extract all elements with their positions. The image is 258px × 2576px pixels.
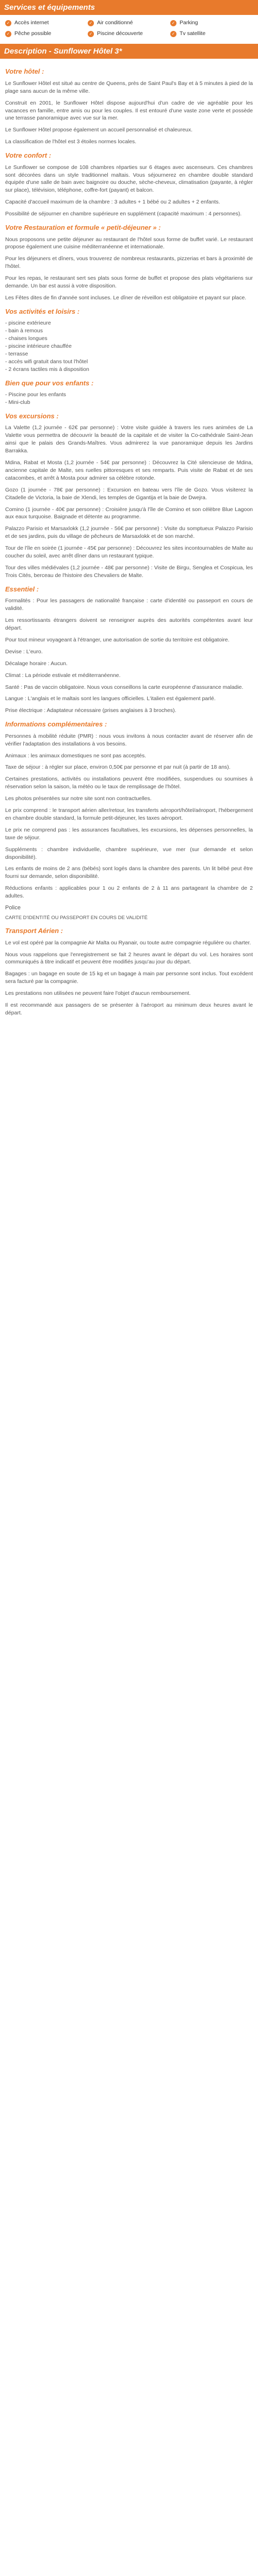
paragraph: Suppléments : chambre individuelle, chambre supérieure, vue mer (sur demande et selon disponibilité). bbox=[5, 846, 253, 860]
wifi-icon: ✓ bbox=[5, 20, 11, 26]
hotel-section bbox=[5, 67, 253, 146]
tv-icon: ✓ bbox=[170, 31, 176, 37]
section-title: Votre confort : bbox=[5, 151, 52, 160]
service-label: Piscine découverte bbox=[97, 30, 143, 37]
services-header: Services et équipements bbox=[0, 0, 258, 15]
service-label: Accès internet bbox=[14, 20, 49, 26]
paragraph: Capacité d'accueil maximum de la chambre : 3 adultes + 1 bébé ou 2 adultes + 2 enfants. bbox=[5, 199, 220, 206]
service-label: Pêche possible bbox=[14, 30, 52, 37]
paragraph: Le Sunflower Hôtel propose également un accueil personnalisé et chaleureux. bbox=[5, 127, 193, 133]
section-title: Essentiel : bbox=[5, 585, 39, 593]
services-block bbox=[0, 15, 258, 40]
paragraph: Santé : Pas de vaccin obligatoire. Nous vous conseillons la carte européenne d'assurance maladie. bbox=[5, 684, 244, 690]
paragraph: Certaines prestations, activités ou installations peuvent être modifiées, suspendues ou soumises à réservation selon la saison, la météo ou le taux de remplissage de l'hôtel. bbox=[5, 776, 253, 790]
activity-item: - piscine intérieure chauffée bbox=[5, 343, 72, 350]
paragraph: Pour les déjeuners et dîners, vous trouverez de nombreux restaurants, pizzerias et bars à proximité de l'hôtel. bbox=[5, 256, 253, 270]
paragraph: Construit en 2001, le Sunflower Hôtel dispose aujourd'hui d'un cadre de vie agréable pour les vacances en famille, entre amis ou pour les couples. Il est entouré d'une vaste zone verte et possède une terrasse panoramique avec vue sur la mer. bbox=[5, 99, 253, 122]
paragraph: Le prix ne comprend pas : les assurances facultatives, les excursions, les dépenses personnelles, la taxe de séjour. bbox=[5, 826, 253, 841]
service-item-parking bbox=[170, 19, 253, 27]
paragraph: Personnes à mobilité réduite (PMR) : nous vous invitons à nous contacter avant de réserver afin de vérifier l'adaptation des installations à vos besoins. bbox=[5, 733, 253, 747]
service-item-internet bbox=[5, 19, 88, 27]
police-title: Police bbox=[5, 905, 21, 911]
excursion: Palazzo Parisio et Marsaxlokk (1,2 journée - 56€ par personne) : Visite du somptueux Palazzo Parisio et de ses jardins, puis du village de pêcheurs de Marsaxlokk et de son marché. bbox=[5, 526, 253, 540]
section-title: Transport Aérien : bbox=[5, 927, 63, 935]
paragraph: Nous proposons une petite déjeuner au restaurant de l'hôtel sous forme de buffet varié. Le restaurant propose également une cuisine méditerranéenne et internationale. bbox=[5, 236, 253, 250]
paragraph: Devise : L'euro. bbox=[5, 648, 43, 655]
activity-item: - chaises longues bbox=[5, 335, 47, 342]
paragraph: Taxe de séjour : à régler sur place, environ 0,50€ par personne et par nuit (à partir de 18 ans). bbox=[5, 764, 231, 771]
section-title: Votre hôtel : bbox=[5, 67, 44, 76]
paragraph: Bagages : un bagage en soute de 15 kg et un bagage à main par personne sont inclus. Tout excédent sera facturé par la compagnie. bbox=[5, 971, 253, 985]
kids-item: - Piscine pour les enfants bbox=[5, 392, 66, 398]
paragraph: Prise électrique : Adaptateur nécessaire (prises anglaises à 3 broches). bbox=[5, 707, 176, 714]
police-section bbox=[5, 904, 253, 921]
service-label: Tv satellite bbox=[180, 30, 206, 37]
excursions-section bbox=[5, 412, 253, 580]
paragraph: Réductions enfants : applicables pour 1 ou 2 enfants de 2 à 11 ans partageant la chambre de 2 adultes. bbox=[5, 885, 253, 900]
paragraph: Les photos présentées sur notre site sont non contractuelles. bbox=[5, 795, 152, 802]
paragraph: Le prix comprend : le transport aérien aller/retour, les transferts aéroport/hôtel/aéroport, l'hébergement en chambre double standard, la formule petit-déjeuner, les taxes aéroport. bbox=[5, 807, 253, 821]
paragraph: Les prestations non utilisées ne peuvent faire l'objet d'aucun remboursement. bbox=[5, 990, 191, 997]
excursion: Tour de l'île en soirée (1 journée - 45€ par personne) : Découvrez les sites incontournables de Malte au coucher du soleil, avec arrêt dîner dans un restaurant typique. bbox=[5, 545, 253, 560]
excursion: Comino (1 journée - 40€ par personne) : Croisière jusqu'à l'île de Comino et son célèbre Blue Lagoon aux eaux turquoise. Baignade et détente au programme. bbox=[5, 506, 253, 520]
section-title: Vos activités et loisirs : bbox=[5, 307, 80, 315]
kids-item: - Mini-club bbox=[5, 399, 30, 406]
paragraph: Les enfants de moins de 2 ans (bébés) sont logés dans la chambre des parents. Un lit bébé peut être fourni sur demande, selon disponibilité. bbox=[5, 866, 253, 880]
essentiel-section bbox=[5, 585, 253, 715]
service-item-fishing bbox=[5, 30, 88, 38]
service-item-air-conditioning bbox=[88, 19, 170, 27]
paragraph: Le Sunflower Hôtel est situé au centre de Queens, près de Saint Paul's Bay et à 5 minutes à pied de la plage sans aucun de la même ville. bbox=[5, 80, 253, 94]
paragraph: Le Sunflower se compose de 108 chambres réparties sur 6 étages avec ascenseurs. Ces chambres sont décorées dans un style traditionnel maltais. Vous séjournerez en chambre double standard équipée d'une salle de bain avec baignoire ou douche, sèche-cheveux, climatisation (payante, à régler sur place), télévision, téléphone, coffre-fort (payant) et balcon. bbox=[5, 164, 253, 194]
paragraph: Formalités : Pour les passagers de nationalité française : carte d'identité ou passeport en cours de validité. bbox=[5, 598, 253, 612]
paragraph: Le vol est opéré par la compagnie Air Malta ou Ryanair, ou toute autre compagnie régulière ou charter. bbox=[5, 939, 251, 946]
informations-section bbox=[5, 720, 253, 900]
description-content bbox=[0, 59, 258, 1026]
services-grid bbox=[5, 19, 253, 38]
fish-icon: ✓ bbox=[5, 31, 11, 37]
excursion: Mdina, Rabat et Mosta (1,2 journée - 54€ par personne) : Découvrez la Cité silencieuse de Mdina, ancienne capitale de Malte, ses ruelles pittoresques et ses remparts. Puis visite de Rabat et de ses catacombes, et arrêt à Mosta pour admirer sa célèbre rotonde. bbox=[5, 460, 253, 481]
parking-icon: ✓ bbox=[170, 20, 176, 26]
paragraph: Nous vous rappelons que l'enregistrement se fait 2 heures avant le départ du vol. Les horaires sont communiqués à titre indicatif et peuvent être modifiés jusqu'au jour du départ. bbox=[5, 951, 253, 965]
excursion: Tour des villes médiévales (1,2 journée - 48€ par personne) : Visite de Birgu, Senglea et Cospicua, les Trois Cités, berceau de l'histoire des Chevaliers de Malte. bbox=[5, 565, 253, 579]
activity-item: - accès wifi gratuit dans tout l'hôtel bbox=[5, 358, 88, 365]
kids-section bbox=[5, 379, 253, 406]
paragraph: Les ressortissants étrangers doivent se renseigner auprès des autorités compétentes avant leur départ. bbox=[5, 617, 253, 631]
service-label: Air conditionné bbox=[97, 20, 133, 26]
paragraph: Décalage horaire : Aucun. bbox=[5, 660, 68, 667]
activity-item: - terrasse bbox=[5, 350, 28, 357]
service-label: Parking bbox=[180, 20, 198, 26]
paragraph: Climat : La période estivale et méditerranéenne. bbox=[5, 672, 121, 679]
restaurant-section bbox=[5, 223, 253, 302]
paragraph: Animaux : les animaux domestiques ne sont pas acceptés. bbox=[5, 752, 147, 759]
paragraph: Possibilité de séjourner en chambre supérieure en supplément (capacité maximum : 4 personnes). bbox=[5, 211, 242, 217]
snowflake-icon: ✓ bbox=[88, 20, 94, 26]
activity-item: - 2 écrans tactiles mis à disposition bbox=[5, 366, 89, 372]
police-text: CARTE D'IDENTITÉ OU PASSEPORT EN COURS DE VALIDITÉ bbox=[5, 914, 148, 921]
section-title: Vos excursions : bbox=[5, 412, 59, 420]
activities-section bbox=[5, 307, 253, 374]
paragraph: La classification de l'hôtel est 3 étoiles normes locales. bbox=[5, 139, 137, 145]
paragraph: Les Fêtes dites de fin d'année sont incluses. Le dîner de réveillon est obligatoire et payant sur place. bbox=[5, 294, 247, 301]
excursion: La Valette (1,2 journée - 62€ par personne) : Votre visite guidée à travers les rues animées de La Valette vous permettra de découvrir la beauté de la capitale et de visiter la Co-cathédrale Saint-Jean ainsi que le palais des Grands-Maîtres. Vous admirerez la vue panoramique depuis les Jardins Barrakka. bbox=[5, 425, 253, 454]
pool-icon: ✓ bbox=[88, 31, 94, 37]
section-title: Informations complémentaires : bbox=[5, 720, 107, 728]
service-item-pool bbox=[88, 30, 170, 38]
paragraph: Il est recommandé aux passagers de se présenter à l'aéroport au minimum deux heures avant le départ. bbox=[5, 1002, 253, 1016]
paragraph: Pour les repas, le restaurant sert ses plats sous forme de buffet et propose des plats végétariens sur demande. Un bar est aussi à votre disposition. bbox=[5, 275, 253, 290]
description-header: Description - Sunflower Hôtel 3* bbox=[0, 44, 258, 59]
activity-item: - bain à remous bbox=[5, 328, 43, 334]
paragraph: Pour tout mineur voyageant à l'étranger, une autorisation de sortie du territoire est obligatoire. bbox=[5, 636, 230, 643]
paragraph: Langue : L'anglais et le maltais sont les langues officielles. L'italien est également parlé. bbox=[5, 696, 216, 702]
page bbox=[0, 0, 258, 1026]
activity-item: - piscine extérieure bbox=[5, 320, 51, 327]
section-title: Bien que pour vos enfants : bbox=[5, 379, 94, 387]
comfort-section bbox=[5, 151, 253, 218]
section-title: Votre Restauration et formule « petit-déjeuner » : bbox=[5, 224, 161, 232]
service-item-tv bbox=[170, 30, 253, 38]
transport-section bbox=[5, 926, 253, 1017]
excursion: Gozo (1 journée - 78€ par personne) : Excursion en bateau vers l'île de Gozo. Vous visiterez la Citadelle de Victoria, la baie de Xlendi, les temples de Ggantija et la baie de Dwejra. bbox=[5, 486, 253, 501]
